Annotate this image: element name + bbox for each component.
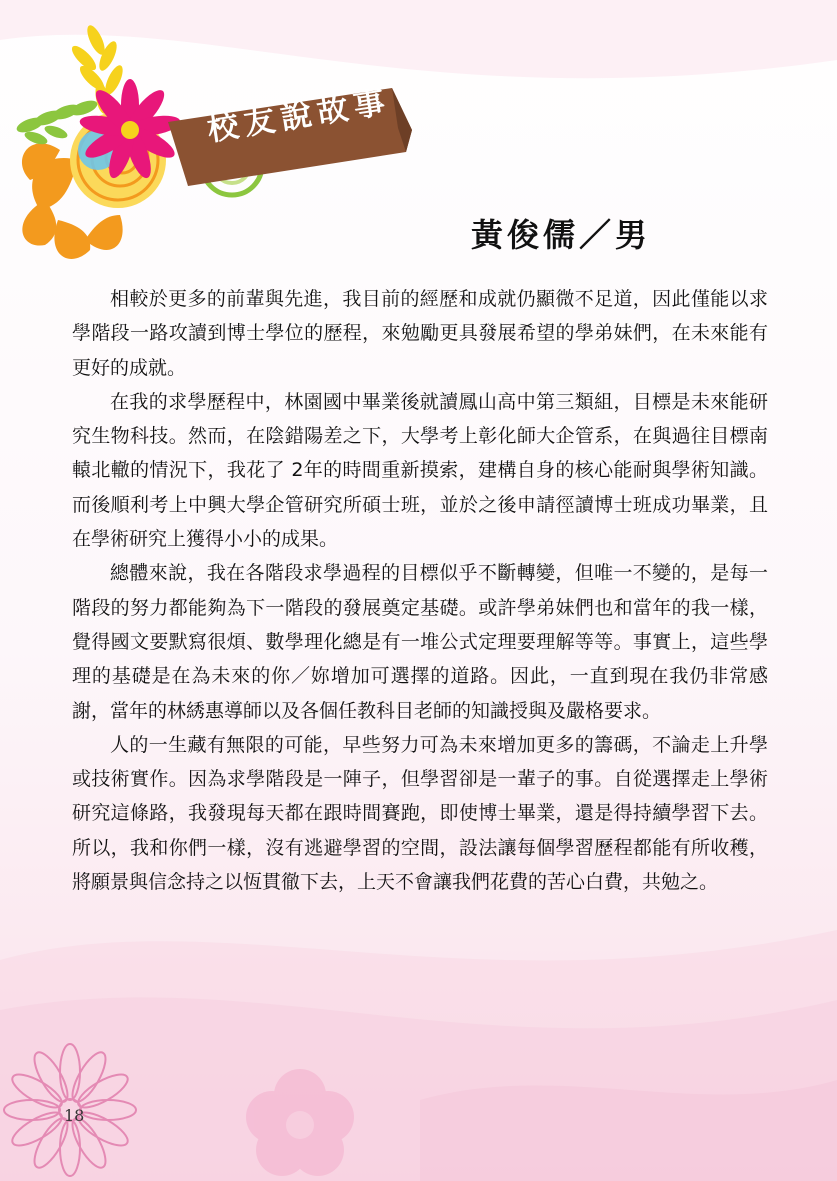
paragraph-2: 在我的求學歷程中，林園國中畢業後就讀鳳山高中第三類組，目標是未來能研究生物科技。然而，在陰錯陽差之下，大學考上彰化師大企管系，在與過往目標南轅北轍的情況下，我花了 2年的時間重新摸索，建構自身的核心能耐與學術知識。而後順利考上中興大學企管研究所碩士班，並於之後申請徑讀博士班成功畢業，且在學術研究上獲得小小的成果。 xyxy=(72,390,768,551)
paragraph-3: 總體來說，我在各階段求學過程的目標似乎不斷轉變，但唯一不變的，是每一階段的努力都能夠為下一階段的發展奠定基礎。或許學弟妹們也和當年的我一樣，覺得國文要默寫很煩、數學理化總是有一堆公式定理要理解等等。事實上，這些學理的基礎是在為未來的你／妳增加可選擇的道路。因此，一直到現在我仍非常感謝，當年的林綉惠導師以及各個任教科目老師的知識授與及嚴格要求。 xyxy=(72,562,768,722)
author-name: 黃俊儒／男 xyxy=(470,216,651,254)
paragraph-4: 人的一生藏有無限的可能，早些努力可為未來增加更多的籌碼，不論走上升學或技術實作。因為求學階段是一陣子，但學習卻是一輩子的事。自從選擇走上學術研究這條路，我發現每天都在跟時間賽跑，即使博士畢業，還是得持續學習下去。所以，我和你們一樣，沒有逃避學習的空間，設法讓每個學習歷程都能有所收穫，將願景與信念持之以恆貫徹下去，上天不會讓我們花費的苦心白費，共勉之。 xyxy=(72,733,768,894)
paragraph-1: 相較於更多的前輩與先進，我目前的經歷和成就仍顯微不足道，因此僅能以求學階段一路攻讀到博士學位的歷程，來勉勵更具發展希望的學弟妹們，在未來能有更好的成就。 xyxy=(72,288,768,379)
section-title: 校友說故事 xyxy=(204,83,394,148)
page-number: 18 xyxy=(64,1106,85,1125)
article-body xyxy=(72,282,768,899)
